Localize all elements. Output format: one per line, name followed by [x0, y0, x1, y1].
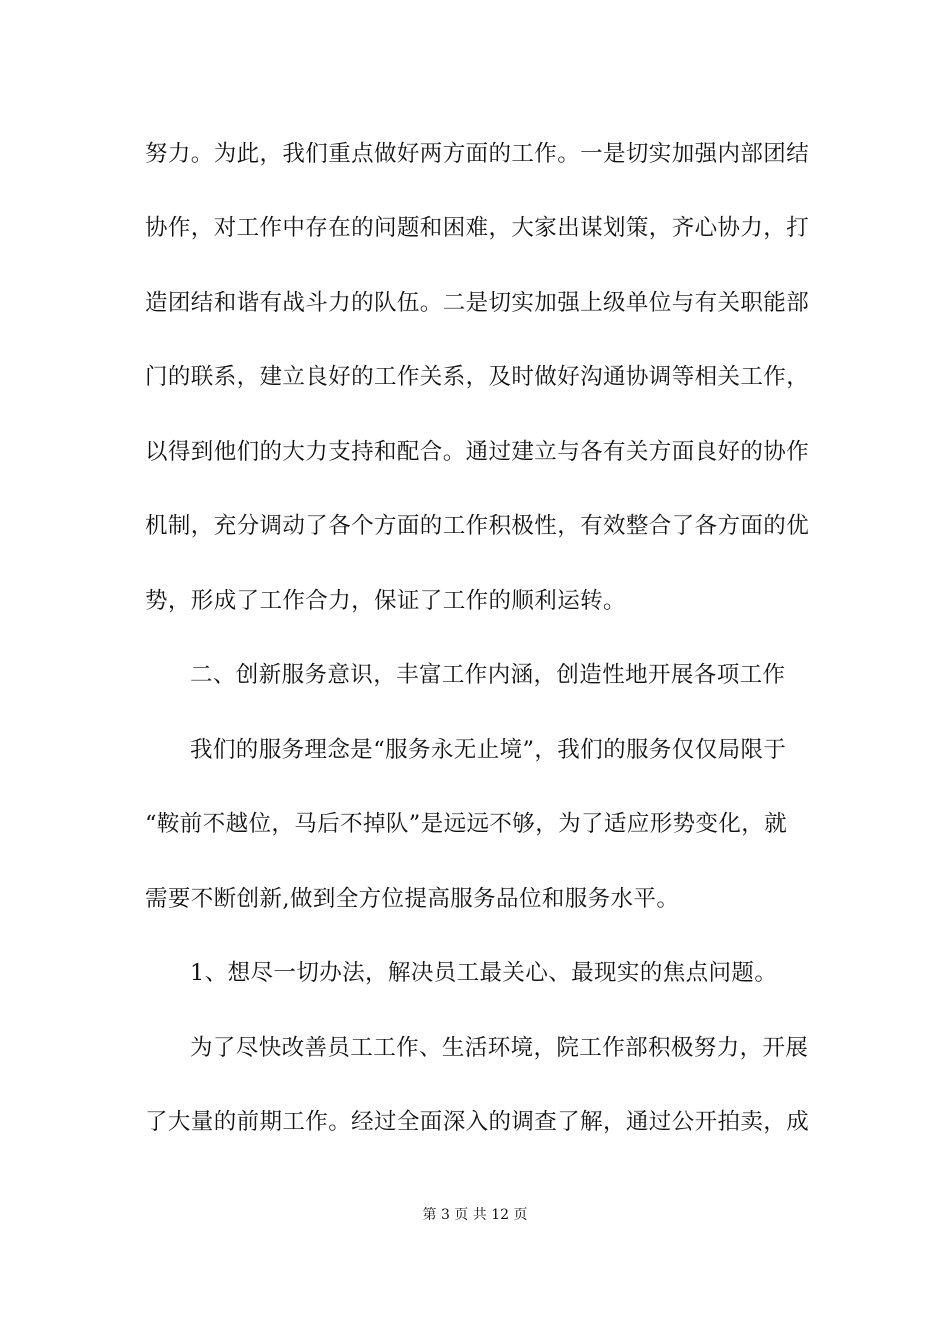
paragraph-line: 了大量的前期工作。经过全面深入的调查了解，通过公开拍卖，成 [145, 1109, 810, 1135]
paragraph-line: 机制，充分调动了各个方面的工作积极性，有效整合了各方面的优 [145, 513, 810, 539]
page-number: 第 3 页 共 12 页 [422, 1207, 528, 1223]
paragraph-line: 以得到他们的大力支持和配合。通过建立与各有关方面良好的协作 [145, 439, 810, 465]
paragraph-line: 为了尽快改善员工工作、生活环境，院工作部积极努力，开展 [190, 1035, 809, 1061]
paragraph-line: 造团结和谐有战斗力的队伍。二是切实加强上级单位与有关职能部 [145, 290, 810, 316]
subsection-heading: 1、想尽一切办法，解决员工最关心、最现实的焦点问题。 [190, 960, 778, 986]
paragraph-line: 门的联系，建立良好的工作关系，及时做好沟通协调等相关工作， [145, 364, 810, 390]
paragraph-line: 协作，对工作中存在的问题和困难，大家出谋划策，齐心协力，打 [145, 215, 810, 241]
page-footer [0, 1205, 950, 1225]
paragraph-line: 需要不断创新,做到全方位提高服务品位和服务水平。 [145, 886, 680, 912]
paragraph-line: “鞍前不越位，马后不掉队”是远远不够，为了适应形势变化，就 [145, 811, 788, 837]
paragraph-line: 努力。为此，我们重点做好两方面的工作。一是切实加强内部团结 [145, 141, 810, 167]
section-heading: 二、创新服务意识，丰富工作内涵，创造性地开展各项工作 [190, 662, 786, 688]
paragraph-line: 我们的服务理念是“服务永无止境”，我们的服务仅仅局限于 [190, 737, 787, 763]
paragraph-line: 势，形成了工作合力，保证了工作的顺利运转。 [145, 588, 626, 614]
